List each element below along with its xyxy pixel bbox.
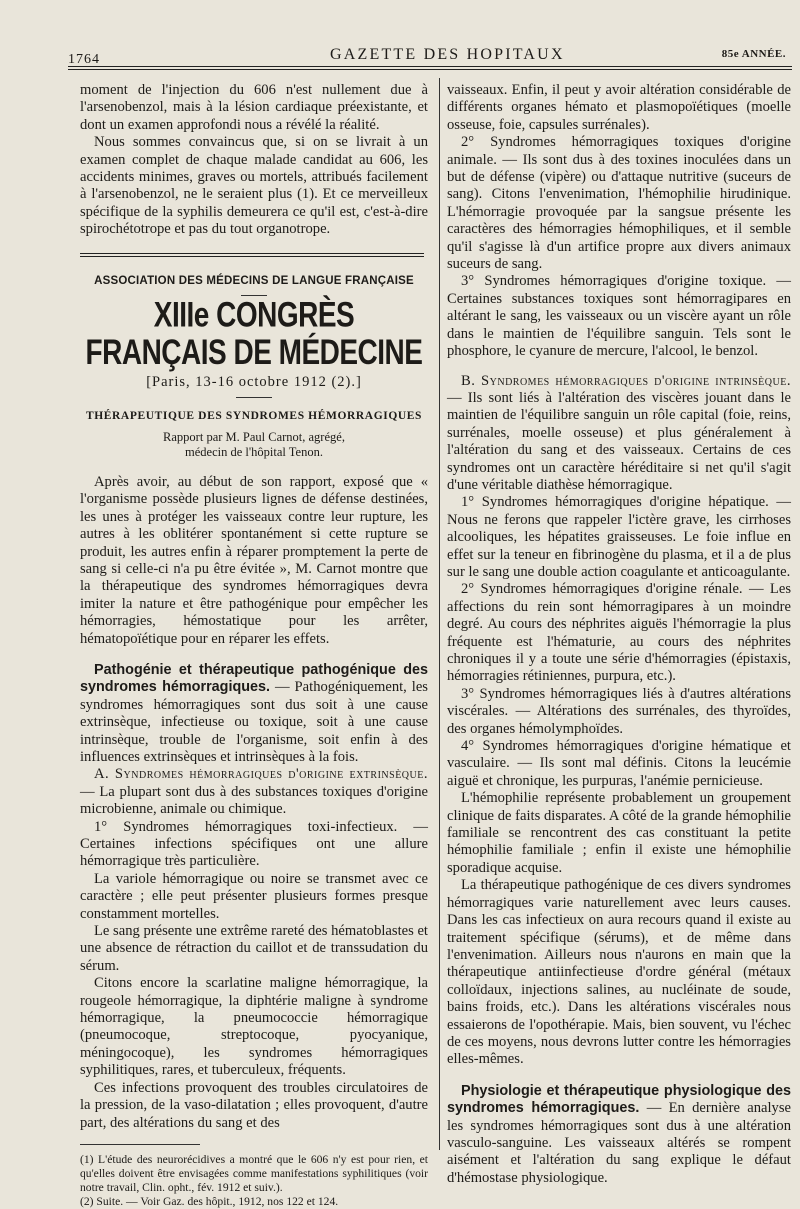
paragraph: Le sang présente une extrême rareté des hématoblastes et une absence de rétraction du caillot et de transsudation du sérum.	[80, 923, 428, 974]
paragraph	[447, 373, 791, 495]
column-divider	[439, 78, 440, 1150]
article-title: THÉRAPEUTIQUE DES SYNDROMES HÉMORRAGIQUES	[85, 410, 423, 423]
page-number: 1764	[68, 52, 100, 67]
journal-title: GAZETTE DES HOPITAUX	[330, 46, 565, 63]
paragraph: 4° Syndromes hémorragiques d'origine hématique et vasculaire. — Ils sont mal définis. Citons la leucémie aiguë et chronique, les purpuras, l'anémie pernicieuse.	[447, 738, 791, 789]
paragraph: La thérapeutique pathogénique de ces divers syndromes hémorragiques varie naturellement avec leurs causes. Dans les cas infectieux on aura recours quand il existe au traitement spécifique (sérums), et de même dans l'envenimation. Ailleurs nous n'aurons en main que la thérapeutique antiinfectieuse d'ordre général (métaux colloïdaux, injections salines, au nucléinate de soude, bains froids, etc.). Dans les altérations viscérales nous essaierons de l'opothérapie. Mais, bien souvent, vu l'échec de ces moyens, nous devrons lutter contre les hémorragies elles-mêmes.	[447, 877, 791, 1068]
paragraph: 1° Syndromes hémorragiques d'origine hépatique. — Nous ne ferons que rappeler l'ictère grave, les cirrhoses alcooliques, les hépatites graisseuses. Le foie influe en effet sur la teneur en fibrinogène du plasma, et il a de plus sur le sang une double action coagulante et anticoagulante.	[447, 494, 791, 580]
association-heading: ASSOCIATION DES MÉDECINS DE LANGUE FRANÇAISE	[94, 274, 414, 287]
header-rule	[68, 66, 792, 70]
paragraph	[80, 662, 428, 766]
paragraph: Après avoir, au début de son rapport, exposé que « l'organisme possède plusieurs lignes de défense destinées, les unes à protéger les vaisseaux contre leur rupture, les autres à les oblitérer spontanément si cette rupture se produit, les autres enfin à réparer promptement la perte de sang si celle-ci n'a pu être évitée », M. Carnot montre que la thérapeutique des syndromes hémorragiques devra imiter la nature et être pathogénique pour empêcher les hémorragies, hémostatique pour les arrêter, hématopoïétique pour en réparer les effets.	[80, 473, 428, 647]
paragraph: moment de l'injection du 606 n'est nullement due à l'arsenobenzol, mais à la lésion cardiaque préexistante, et dont un examen approfondi nous a révélé la réalité.	[80, 82, 428, 133]
paragraph: 1° Syndromes hémorragiques toxi-infectieux. — Certaines infections spécifiques ont une allure hémorragique très particulière.	[80, 818, 428, 870]
paragraph: 2° Syndromes hémorragiques d'origine rénale. — Les affections du rein sont hémorragipares à un moindre degré. Au cours des néphrites aiguës l'hémorragie la plus fréquente est l'hématurie, au cours des néphrites chroniques il y a toute une série d'hémorragies (épistaxis, hémorragies rétiniennes, purpura, etc.).	[447, 581, 791, 685]
page-header	[68, 40, 794, 66]
paragraph-text: — En dernière analyse les syndromes hémorragiques sont dus à une altération vasculo-sanguine. Les vaisseaux altérés se rompent aisément et l'altération du sang explique le défaut d'hémostase physiologique.	[447, 1100, 791, 1186]
section-label: A. Syndromes hémorragiques d'origine extrinsèque.	[94, 766, 428, 783]
paragraph: Ces infections provoquent des troubles circulatoires de la pression, de la vaso-dilatation ; elles provoquent, d'autre part, des altérations du sang et des	[80, 1079, 428, 1131]
byline	[80, 430, 428, 460]
paragraph	[80, 766, 428, 818]
footnote-rule	[80, 1144, 200, 1145]
year-label: 85e ANNÉE.	[721, 48, 786, 60]
left-column	[80, 82, 428, 1209]
subheading: Pathogénie et thérapeutique pathogénique des syndromes hémorragiques.	[80, 661, 428, 696]
right-column	[447, 82, 791, 1187]
byline-line: médecin de l'hôpital Tenon.	[185, 444, 323, 459]
congress-title: XIIIe CONGRÈS FRANÇAIS DE MÉDECINE	[85, 295, 423, 372]
paragraph	[447, 1083, 791, 1187]
byline-line: Rapport par M. Paul Carnot, agrégé,	[163, 429, 345, 444]
paragraph-text: — La plupart sont dus à des substances toxiques d'origine microbienne, animale ou chimique.	[80, 783, 428, 818]
ornament-rule	[236, 397, 272, 398]
paragraph: La variole hémorragique ou noire se transmet avec ce caractère ; elle peut présenter plusieurs formes presque constamment mortelles.	[80, 870, 428, 922]
subheading: Physiologie et thérapeutique physiologique des syndromes hémorragiques.	[447, 1082, 791, 1117]
footnote: (2) Suite. — Voir Gaz. des hôpit., 1912, nos 122 et 124.	[80, 1194, 339, 1208]
paragraph: L'hémophilie représente probablement un groupement clinique de faits disparates. A côté de la grande hémophilie familiale se rencontrent des cas constituant la petite hémophilie familiale ; enfin il existe une hémophilie sporadique acquise.	[447, 790, 791, 876]
section-label: B. Syndromes hémorragiques d'origine intrinsèque.	[461, 372, 791, 389]
section-rule	[80, 253, 424, 257]
paragraph-text: — Ils sont liés à l'altération des viscères jouant dans le maintien de l'équilibre sanguin un rôle capital (foie, reins, surrénales, moelle osseuse) et plus généralement à l'altération du sang et des vaisseaux. Certains de ces syndromes ont un caractère héréditaire si net qu'il s'agit d'une véritable diathèse hémorragique.	[447, 389, 791, 493]
congress-dates: [Paris, 13-16 octobre 1912 (2).]	[146, 374, 362, 391]
paragraph: 2° Syndromes hémorragiques toxiques d'origine animale. — Ils sont dus à des toxines inoculées dans un but de défense (vipère) ou d'attaque nutritive (suceurs de sang). Citons l'envenimation, l'hémophilie hirudinique. L'hémorragie provoquée par la sangsue présente les caractères des hémorragies hémophiliques, et il semble qu'il s'agisse là d'un artifice propre aux divers animaux suceurs de sang.	[447, 134, 791, 273]
paragraph: Nous sommes convaincus que, si on se livrait à un examen complet de chaque malade candidat au 606, les accidents minimes, graves ou mortels, attribués facilement à l'arsenobenzol, ne le seraient plus (1). Et ce merveilleux spécifique de la syphilis demeurera ce qu'il est, c'est-à-dire spirochétotrope et pas du tout organotrope.	[80, 134, 428, 238]
paragraph: 3° Syndromes hémorragiques d'origine toxique. — Certaines substances toxiques sont hémorragipares en altérant le sang, les vaisseaux ou un viscère ayant un rôle dans le maintien de l'équilibre sanguin. Tels sont le phosphore, le cyanure de mercure, l'alcool, le benzol.	[447, 273, 791, 360]
paragraph: vaisseaux. Enfin, il peut y avoir altération considérable de différents organes hémato et plasmopoïétiques (moelle osseuse, foie, capsules surrénales).	[447, 82, 791, 133]
paragraph-text: — Pathogéniquement, les syndromes hémorragiques sont dus soit à une cause extrinsèque, infectieuse ou toxique, soit à une cause intrinsèque, trouble de l'organisme, soit enfin à des influences extrinsèques et intrinsèques à la fois.	[80, 679, 428, 765]
paragraph: Citons encore la scarlatine maligne hémorragique, la rougeole hémorragique, la diphtérie maligne à syndrome hémorragique, la pneumococcie hémorragique (pneumocoque, streptocoque, pyocyanique, méningocoque), les syndromes hémorragiques syphilitiques, rares, et tuberculeux, fréquents.	[80, 975, 428, 1079]
paragraph: 3° Syndromes hémorragiques liés à d'autres altérations viscérales. — Altérations des surrénales, des thyroïdes, des organes hémolymphoïdes.	[447, 685, 791, 737]
footnote: (1) L'étude des neurorécidives a montré que le 606 n'y est pour rien, et qu'elles doivent être envisagées comme manifestations syphilitiques (voir notre travail, Clin. opht., fév. 1912 et suiv.).	[80, 1152, 428, 1194]
